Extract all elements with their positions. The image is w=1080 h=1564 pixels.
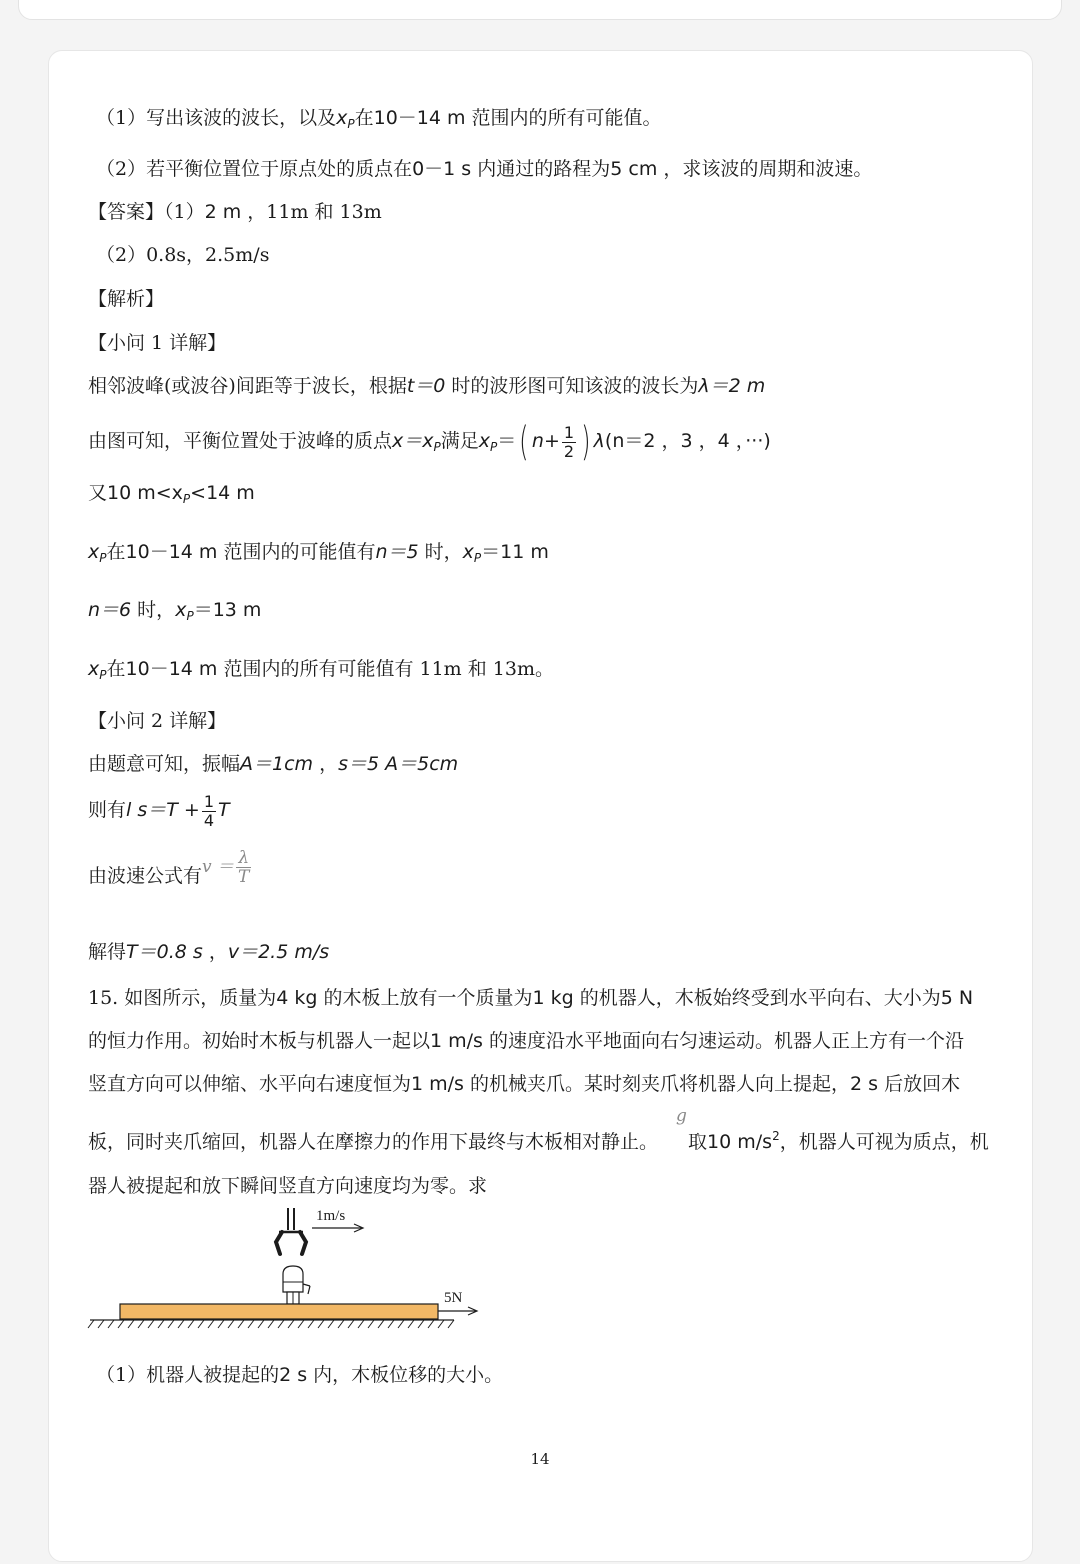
- fraction-lambda-over-t: $\frac{\lambda}{T}$: [238, 847, 250, 887]
- robot-board-figure: [84, 1200, 504, 1340]
- s2-line3: 由波速公式有v ＝ $\frac{\lambda}{T}$: [88, 847, 250, 887]
- velocity-label: 1m/s: [316, 1208, 346, 1224]
- q15-line1: 15. 如图所示，质量为4 kg 的木板上放有一个质量为1 kg 的机器人，木板始终受到水平向右、大小为5 N: [88, 987, 974, 1009]
- s2-line2: 则有l s＝T + $\frac{1}{4}$ T: [88, 791, 230, 830]
- robot-icon: [283, 1266, 310, 1304]
- sub2-heading: 【小问 2 详解】: [88, 710, 227, 732]
- q15-line5: 器人被提起和放下瞬间竖直方向速度均为零。求: [88, 1175, 488, 1197]
- s2-line4: 解得T＝0.8 s ，v＝2.5 m/s: [88, 941, 330, 963]
- previous-page-edge: [18, 0, 1062, 20]
- s1-line5: n＝6 时，$x_P=13$ m: [88, 599, 262, 623]
- q14-part1: （1）写出该波的波长，以及$x_P$在10－14 m 范围内的所有可能值。: [96, 107, 662, 131]
- s2-line1: 由题意可知，振幅A＝1cm ，s＝5 A＝5cm: [88, 753, 459, 775]
- s1-line2: 由图可知，平衡位置处于波峰的质点$x=x_P$满足$x_P=$( n+ $\frac{1}{2}$ ) λ(n＝2 ，3 ，4 ，···): [88, 419, 771, 465]
- fraction-one-half: $\frac{1}{2}$: [563, 422, 575, 461]
- sub1-heading: 【小问 1 详解】: [88, 332, 227, 354]
- gripper-icon: [276, 1208, 306, 1254]
- ground-hatching: [88, 1320, 454, 1328]
- analysis-heading: 【解析】: [88, 288, 165, 310]
- s1-line1: 相邻波峰(或波谷)间距等于波长，根据t＝0 时的波形图可知该波的波长为λ＝2 m: [88, 375, 766, 397]
- q14-part2: （2）若平衡位置位于原点处的质点在0－1 s 内通过的路程为5 cm ，求该波的周期和波速。: [96, 158, 873, 180]
- q15-part1: （1）机器人被提起的2 s 内，木板位移的大小。: [96, 1364, 504, 1386]
- fraction-one-quarter: $\frac{1}{4}$: [203, 791, 214, 830]
- q15-line4: 板，同时夹爪缩回，机器人在摩擦力的作用下最终与木板相对静止。 取10 $m/s^2$，机器人可视为质点，机: [88, 1129, 989, 1153]
- force-arrow-icon: [438, 1307, 477, 1315]
- q15-line2: 的恒力作用。初始时木板与机器人一起以1 m/s 的速度沿水平地面向右匀速运动。机器人正上方有一个沿: [88, 1030, 964, 1052]
- q15-g-symbol: g: [676, 1106, 687, 1126]
- force-label: 5N: [444, 1290, 463, 1306]
- s1-line4: $x_P$在10－14 m 范围内的可能值有n＝5 时，$x_P=11$ m: [88, 541, 549, 565]
- wooden-board: [120, 1304, 438, 1319]
- q14-answer: 【答案】（1）2 m ，11m 和 13m: [88, 201, 382, 223]
- s1-line6: $x_P$在10－14 m 范围内的所有可能值有 11m 和 13m。: [88, 658, 554, 682]
- velocity-arrow-icon: [312, 1224, 363, 1232]
- page-number: 14: [530, 1450, 550, 1468]
- q14-answer-2: （2）0.8s，2.5m/s: [96, 244, 270, 266]
- q15-line3: 竖直方向可以伸缩、水平向右速度恒为1 m/s 的机械夹爪。某时刻夹爪将机器人向上提起，2 s 后放回木: [88, 1073, 961, 1095]
- s1-line3: 又10 $m<x_P<14$ m: [88, 482, 255, 506]
